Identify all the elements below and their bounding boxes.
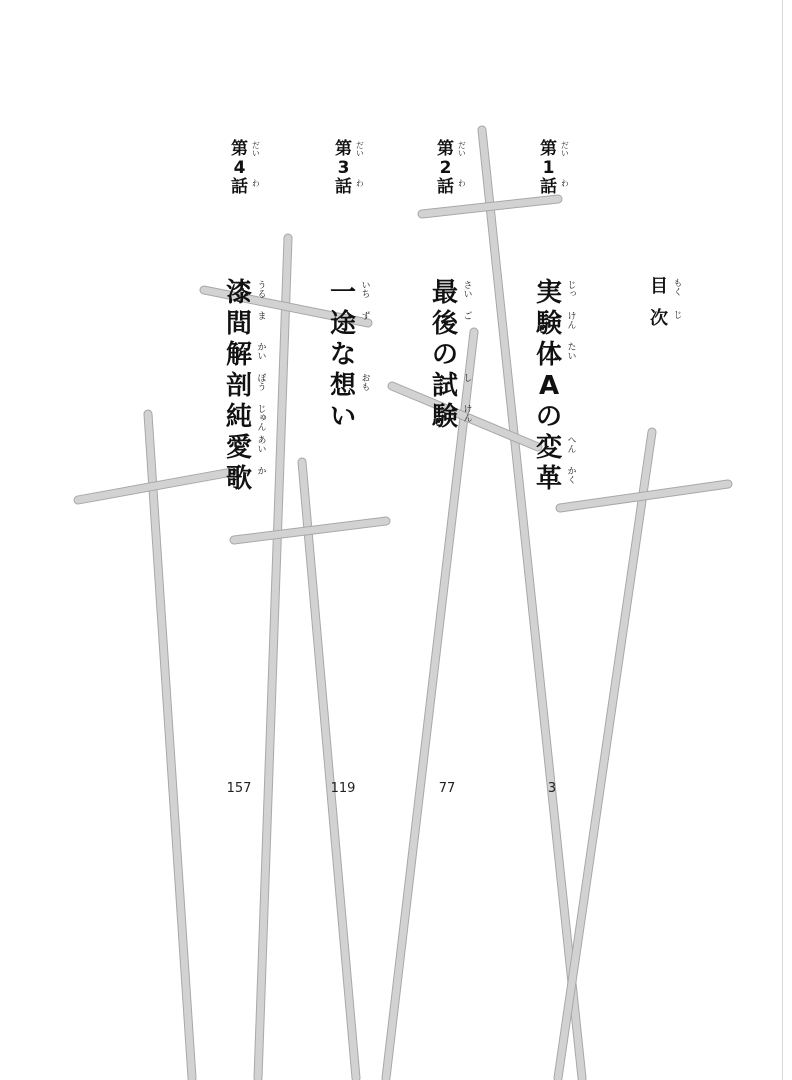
vertical-char bbox=[330, 278, 370, 308]
char-base: 解 bbox=[226, 340, 253, 370]
furigana: わ bbox=[457, 179, 467, 187]
chapter-4-label bbox=[231, 139, 261, 198]
chapter-1-page-number: 3 bbox=[547, 781, 557, 796]
char-base: 話 bbox=[335, 177, 352, 197]
furigana: あい bbox=[255, 435, 266, 453]
vertical-char bbox=[536, 340, 576, 370]
furigana: へん bbox=[565, 435, 576, 453]
vertical-char bbox=[650, 276, 682, 297]
chapter-4-page-number: 157 bbox=[226, 781, 252, 796]
char-base: 2 bbox=[439, 158, 452, 178]
char-base: 次 bbox=[650, 308, 668, 329]
cross-right bbox=[558, 432, 728, 1078]
vertical-char bbox=[234, 160, 246, 177]
char-base: 革 bbox=[536, 464, 563, 494]
char-base: 途 bbox=[330, 309, 357, 339]
furigana: し bbox=[461, 373, 472, 382]
vertical-char bbox=[432, 342, 458, 368]
vertical-char bbox=[543, 160, 555, 177]
char-base: い bbox=[330, 402, 357, 432]
char-base: 歌 bbox=[226, 464, 253, 494]
furigana: おも bbox=[359, 373, 370, 391]
vertical-char bbox=[330, 309, 370, 339]
char-base: な bbox=[330, 340, 357, 370]
furigana: じ bbox=[671, 310, 682, 319]
furigana: いち bbox=[359, 280, 370, 298]
vertical-char bbox=[338, 160, 350, 177]
char-base: 一 bbox=[330, 278, 357, 308]
char-base: 話 bbox=[437, 177, 454, 197]
char-base: 剖 bbox=[226, 371, 253, 401]
char-base: 1 bbox=[542, 158, 555, 178]
vertical-char bbox=[432, 402, 472, 432]
char-base: 間 bbox=[226, 309, 253, 339]
vertical-char bbox=[432, 309, 472, 339]
vertical-char bbox=[335, 177, 365, 197]
vertical-char bbox=[536, 309, 576, 339]
chapter-1-title bbox=[536, 278, 576, 497]
char-base: 後 bbox=[432, 309, 459, 339]
vertical-char bbox=[231, 139, 261, 159]
furigana: わ bbox=[560, 179, 570, 187]
vertical-char bbox=[536, 278, 576, 308]
furigana: ま bbox=[255, 311, 266, 320]
furigana: けん bbox=[565, 311, 576, 329]
furigana: ぼう bbox=[255, 373, 266, 391]
furigana: だい bbox=[355, 141, 365, 157]
char-base: 話 bbox=[540, 177, 557, 197]
char-base: 第 bbox=[540, 139, 557, 159]
vertical-char bbox=[226, 278, 266, 308]
furigana: ご bbox=[461, 311, 472, 320]
char-base: 変 bbox=[536, 433, 563, 463]
furigana: もく bbox=[671, 278, 682, 296]
vertical-char bbox=[536, 464, 576, 494]
vertical-char bbox=[536, 433, 576, 463]
char-base: 愛 bbox=[226, 433, 253, 463]
vertical-char bbox=[539, 373, 559, 399]
chapter-3-label bbox=[335, 139, 365, 198]
char-base: の bbox=[536, 402, 563, 432]
furigana: だい bbox=[560, 141, 570, 157]
vertical-char bbox=[226, 340, 266, 370]
vertical-char bbox=[650, 308, 682, 329]
chapter-2-page-number: 77 bbox=[438, 781, 456, 796]
cross-far-left bbox=[78, 414, 232, 1078]
furigana: かく bbox=[565, 466, 576, 484]
furigana: か bbox=[255, 466, 266, 475]
chapter-2-label bbox=[437, 139, 467, 198]
char-base: 実 bbox=[536, 278, 563, 308]
vertical-char bbox=[335, 139, 365, 159]
furigana: さい bbox=[461, 280, 472, 298]
char-base: 想 bbox=[330, 371, 357, 401]
toc-heading bbox=[650, 276, 682, 342]
vertical-char bbox=[437, 139, 467, 159]
char-base: 験 bbox=[432, 402, 459, 432]
char-base: 4 bbox=[233, 158, 246, 178]
chapter-4-title bbox=[226, 278, 266, 497]
vertical-char bbox=[231, 177, 261, 197]
char-base: 3 bbox=[337, 158, 350, 178]
furigana: うる bbox=[255, 280, 266, 298]
char-base: 漆 bbox=[226, 278, 253, 308]
vertical-char bbox=[226, 371, 266, 401]
vertical-char bbox=[432, 371, 472, 401]
chapter-3-page-number: 119 bbox=[330, 781, 356, 796]
vertical-char bbox=[540, 139, 570, 159]
vertical-char bbox=[226, 464, 266, 494]
char-base: 純 bbox=[226, 402, 253, 432]
chapter-2-title bbox=[432, 278, 472, 435]
char-base: 第 bbox=[231, 139, 248, 159]
furigana: かい bbox=[255, 342, 266, 360]
char-base: A bbox=[538, 371, 560, 401]
char-base: 第 bbox=[335, 139, 352, 159]
vertical-char bbox=[437, 177, 467, 197]
char-base: 試 bbox=[432, 371, 459, 401]
vertical-char bbox=[330, 371, 370, 401]
vertical-char bbox=[536, 404, 562, 430]
furigana: けん bbox=[461, 404, 472, 422]
furigana: じゅん bbox=[255, 404, 266, 431]
furigana: わ bbox=[251, 179, 261, 187]
char-base: 体 bbox=[536, 340, 563, 370]
page-edge bbox=[782, 0, 792, 1080]
furigana: たい bbox=[565, 342, 576, 360]
furigana: だい bbox=[457, 141, 467, 157]
vertical-char bbox=[226, 309, 266, 339]
char-base: の bbox=[432, 340, 459, 370]
furigana: わ bbox=[355, 179, 365, 187]
char-base: 最 bbox=[432, 278, 459, 308]
char-base: 験 bbox=[536, 309, 563, 339]
char-base: 目 bbox=[650, 276, 668, 297]
chapter-1-label bbox=[540, 139, 570, 198]
chapter-3-title bbox=[330, 278, 370, 435]
vertical-char bbox=[330, 404, 356, 430]
char-base: 話 bbox=[231, 177, 248, 197]
vertical-char bbox=[540, 177, 570, 197]
vertical-char bbox=[226, 433, 266, 463]
furigana: ず bbox=[359, 311, 370, 320]
furigana: だい bbox=[251, 141, 261, 157]
vertical-char bbox=[432, 278, 472, 308]
furigana: じっ bbox=[565, 280, 576, 298]
vertical-char bbox=[330, 342, 356, 368]
char-base: 第 bbox=[437, 139, 454, 159]
vertical-char bbox=[226, 402, 266, 432]
vertical-char bbox=[440, 160, 452, 177]
